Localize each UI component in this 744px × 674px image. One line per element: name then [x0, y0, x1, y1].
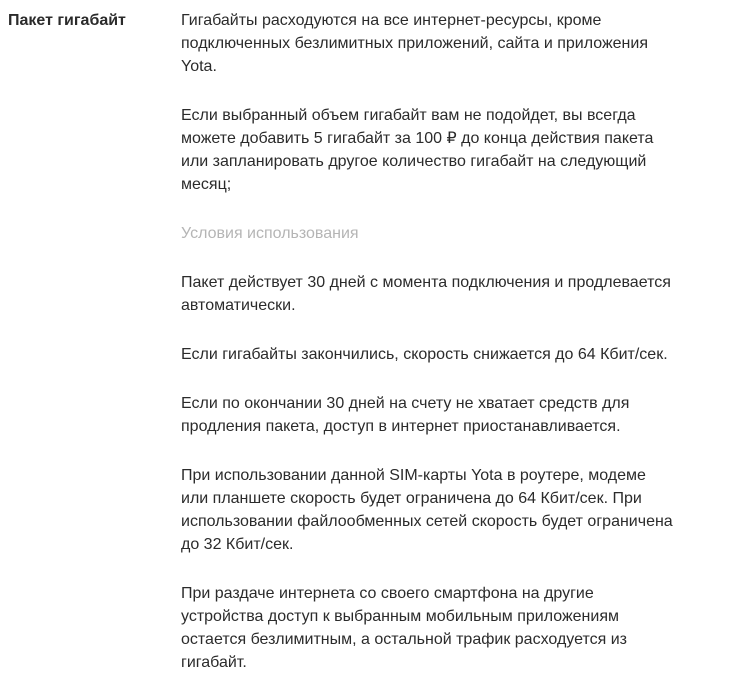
- section-label-column: [8, 9, 181, 32]
- term-package-duration: Пакет действует 30 дней с момента подключения и продлевается автоматически.: [181, 274, 671, 314]
- section-content-column: [181, 9, 674, 674]
- term-tethering: При раздаче интернета со своего смартфона на другие устройства доступ к выбранным мобильным приложениям остается безлимитным, а остальной трафик расходуется из гигабайт.: [181, 585, 627, 671]
- terms-subheading: Условия использования: [181, 225, 359, 242]
- term-insufficient-funds: Если по окончании 30 дней на счету не хватает средств для продления пакета, доступ в интернет приостанавливается.: [181, 395, 630, 435]
- paragraph-add-gigabytes: Если выбранный объем гигабайт вам не подойдет, вы всегда можете добавить 5 гигабайт за 100 ₽ до конца действия пакета или запланировать другое количество гигабайт на следующий месяц;: [181, 107, 654, 193]
- term-speed-after-limit: Если гигабайты закончились, скорость снижается до 64 Кбит/сек.: [181, 346, 668, 363]
- paragraph-gigabyte-usage: Гигабайты расходуются на все интернет-ресурсы, кроме подключенных безлимитных приложений, сайта и приложения Yota.: [181, 12, 648, 75]
- term-sim-in-other-devices: При использовании данной SIM-карты Yota в роутере, модеме или планшете скорость будет ограничена до 64 Кбит/сек. При использовании файлообменных сетей скорость будет ограничена до 32 Кбит/сек.: [181, 467, 673, 553]
- section-title: Пакет гигабайт: [8, 12, 126, 29]
